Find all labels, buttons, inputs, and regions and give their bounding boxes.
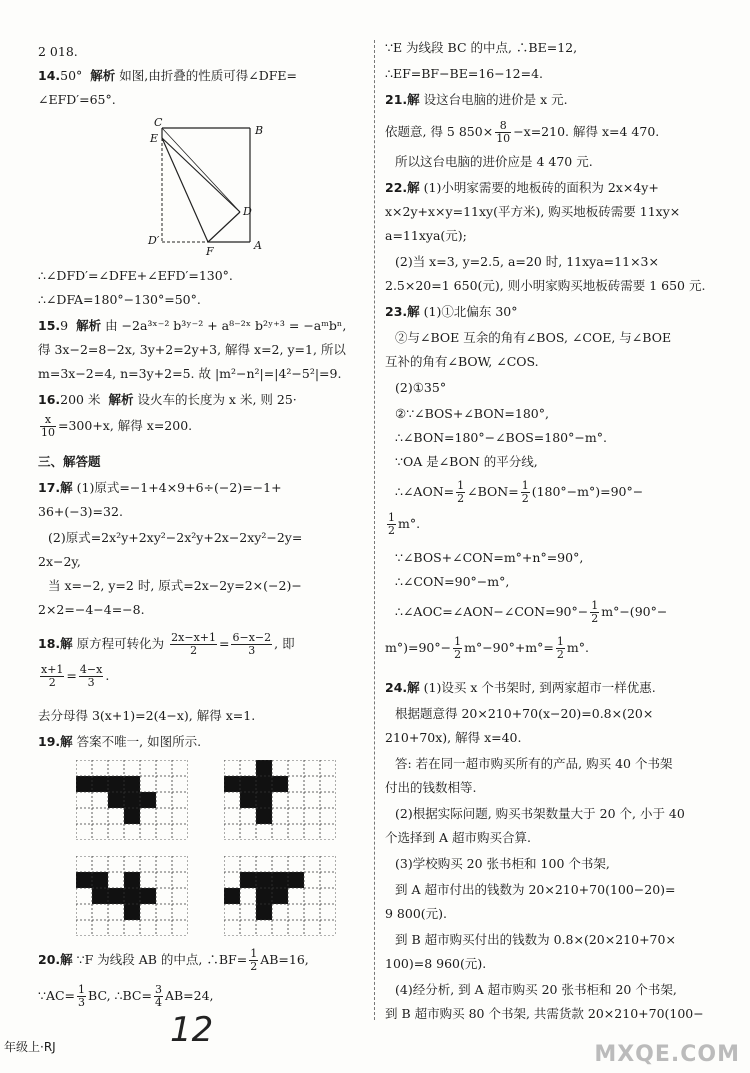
filled-cell bbox=[256, 904, 272, 920]
text-line: $\frac{x}{10}$ =300+x, 解得 x=200. bbox=[41, 413, 193, 439]
text-line: ∠EFD′=65°. bbox=[38, 92, 116, 107]
label-b: B bbox=[255, 124, 264, 137]
text-line: 付出的钱数相等. bbox=[385, 780, 477, 795]
text-line: ∵AC= $\frac{1}{3}$ BC, ∴BC= $\frac{3}{4}$ AB=24, bbox=[38, 983, 214, 1009]
filled-cell bbox=[240, 792, 256, 808]
text-line: ∵E 为线段 BC 的中点, ∴BE=12, bbox=[385, 40, 578, 55]
filled-cell bbox=[124, 808, 140, 824]
text-line: 根据题意得 20×210+70(x−20)=0.8×(20× bbox=[395, 706, 654, 721]
filled-cell bbox=[224, 776, 240, 792]
text-line: $\frac{x+1}{2}$ = $\frac{4-x}{3}$ . bbox=[41, 663, 110, 689]
filled-cell bbox=[108, 792, 124, 808]
text-line: 依题意, 得 5 850× $\frac{8}{10}$ −x=210. 解得 x=4 470. bbox=[385, 119, 660, 145]
text-line: ∴∠DFA=180°−130°=50°. bbox=[38, 292, 201, 307]
label-e: E bbox=[150, 132, 159, 145]
text-line: ②与∠BOE 互余的角有∠BOS, ∠COE, 与∠BOE bbox=[395, 330, 672, 345]
text-line: 210+70x), 解得 x=40. bbox=[385, 730, 522, 745]
filled-cell bbox=[124, 872, 140, 888]
edge-cd bbox=[162, 128, 240, 212]
filled-cell bbox=[240, 776, 256, 792]
filled-cell bbox=[224, 888, 240, 904]
filled-cell bbox=[272, 776, 288, 792]
tile-grid-4 bbox=[224, 856, 336, 936]
tile-grid-1 bbox=[76, 760, 188, 840]
text-line: (4)经分析, 到 A 超市购买 20 张书柜和 20 个书架, bbox=[395, 982, 677, 997]
filled-cell bbox=[124, 792, 140, 808]
text-line: 2×2=−4−4=−8. bbox=[38, 602, 145, 617]
text-line: ∴∠CON=90°−m°, bbox=[395, 574, 510, 589]
text-line: ∴∠AON= $\frac{1}{2}$ ∠BON= $\frac{1}{2}$ (180°−m°)=90°− bbox=[395, 479, 644, 505]
text-line: 得 3x−2=8−2x, 3y+2=2y+3, 解得 x=2, y=1, 所以 bbox=[38, 342, 346, 357]
filled-cell bbox=[76, 776, 92, 792]
problem-23: 23.解 (1)①北偏东 30° bbox=[385, 304, 518, 319]
problem-14: 14.50° 解析 如图,由折叠的性质可得∠DFE= bbox=[38, 68, 298, 83]
filled-cell bbox=[272, 872, 288, 888]
text-line: ∵OA 是∠BON 的平分线, bbox=[395, 454, 538, 469]
filled-cell bbox=[256, 872, 272, 888]
problem-19: 19.解 答案不唯一, 如图所示. bbox=[38, 734, 202, 749]
text-line: ∴∠AOC=∠AON−∠CON=90°− $\frac{1}{2}$ m°−(90°− bbox=[395, 599, 668, 625]
filled-cell bbox=[256, 776, 272, 792]
filled-cell bbox=[140, 888, 156, 904]
problem-16: 16.200 米 解析 设火车的长度为 x 米, 则 25· bbox=[38, 392, 297, 407]
filled-cell bbox=[272, 888, 288, 904]
text-line: 36+(−3)=32. bbox=[38, 504, 123, 519]
text-line: (3)学校购买 20 张书柜和 100 个书架, bbox=[395, 856, 610, 871]
page-number: 12 bbox=[170, 1010, 214, 1050]
text-line: 9 800(元). bbox=[385, 906, 448, 921]
label-a: A bbox=[254, 239, 262, 252]
text-line: 2.5×20=1 650(元), 则小明家购买地板砖需要 1 650 元. bbox=[385, 278, 706, 293]
text-line: 2x−2y, bbox=[38, 554, 81, 569]
text-line: ∴∠DFD′=∠DFE+∠EFD′=130°. bbox=[38, 268, 233, 283]
text-line: 到 B 超市购买付出的钱数为 0.8×(20×210+70× bbox=[395, 932, 676, 947]
text-line: 当 x=−2, y=2 时, 原式=2x−2y=2×(−2)− bbox=[48, 578, 302, 593]
filled-cell bbox=[256, 792, 272, 808]
text-line: x×2y+x×y=11xy(平方米), 购买地板砖需要 11xy× bbox=[385, 204, 681, 219]
text-line: a=11xya(元); bbox=[385, 228, 467, 243]
filled-cell bbox=[124, 776, 140, 792]
text-line: 100)=8 960(元). bbox=[385, 956, 487, 971]
filled-cell bbox=[92, 872, 108, 888]
problem-18: 18.解 原方程可转化为 $\frac{2x-x+1}{2}$ = $\frac{6-x-2}{3}$ , 即 bbox=[38, 631, 295, 657]
filled-cell bbox=[240, 872, 256, 888]
filled-cell bbox=[140, 792, 156, 808]
label-c: C bbox=[154, 116, 163, 129]
text-line: 互补的角有∠BOW, ∠COS. bbox=[385, 354, 539, 369]
text-line: ②∵∠BOS+∠BON=180°, bbox=[395, 406, 549, 421]
label-d: D bbox=[243, 205, 252, 218]
problem-17: 17.解 (1)原式=−1+4×9+6÷(−2)=−1+ bbox=[38, 480, 282, 495]
footer-grade: 年级上·RJ bbox=[4, 1040, 56, 1054]
filled-cell bbox=[256, 760, 272, 776]
filled-cell bbox=[124, 888, 140, 904]
fold-figure bbox=[150, 120, 270, 260]
problem-24: 24.解 (1)设买 x 个书架时, 到两家超市一样优惠. bbox=[385, 680, 656, 695]
problem-15: 15.9 解析 由 −2a³ˣ⁻² b³ʸ⁻² + a⁸⁻²ˣ b²ʸ⁺³ = −aᵐbⁿ, bbox=[38, 318, 347, 333]
text-line: 所以这台电脑的进价应是 4 470 元. bbox=[395, 154, 593, 169]
text-line: ∵∠BOS+∠CON=m°+n°=90°, bbox=[395, 550, 584, 565]
filled-cell bbox=[76, 872, 92, 888]
filled-cell bbox=[256, 888, 272, 904]
text-line: m=3x−2=4, n=3y+2=5. 故 |m²−n²|=|4²−5²|=9. bbox=[38, 366, 342, 381]
tile-grid-2 bbox=[224, 760, 336, 840]
filled-cell bbox=[124, 904, 140, 920]
text-line: m°)=90°− $\frac{1}{2}$ m°−90°+m°= $\frac{1}{2}$ m°. bbox=[385, 635, 589, 661]
problem-20: 20.解 ∵F 为线段 AB 的中点, ∴BF= $\frac{1}{2}$ AB=16, bbox=[38, 947, 309, 973]
text-line: 2 018. bbox=[38, 44, 78, 59]
edge-ed bbox=[162, 138, 240, 212]
text-line: 到 A 超市付出的钱数为 20×210+70(100−20)= bbox=[395, 882, 676, 897]
column-divider bbox=[374, 40, 375, 1020]
tile-grid-3 bbox=[76, 856, 188, 936]
filled-cell bbox=[92, 888, 108, 904]
text-line: 去分母得 3(x+1)=2(4−x), 解得 x=1. bbox=[38, 708, 256, 723]
problem-22: 22.解 (1)小明家需要的地板砖的面积为 2x×4y+ bbox=[385, 180, 659, 195]
edge-df bbox=[208, 212, 240, 242]
label-f: F bbox=[206, 245, 214, 258]
crease-ef bbox=[162, 138, 208, 242]
text-line: 答: 若在同一超市购买所有的产品, 购买 40 个书架 bbox=[395, 756, 673, 771]
filled-cell bbox=[256, 808, 272, 824]
text-line: (2)当 x=3, y=2.5, a=20 时, 11xya=11×3× bbox=[395, 254, 659, 269]
problem-21: 21.解 设这台电脑的进价是 x 元. bbox=[385, 92, 568, 107]
watermark: MXQE.COM bbox=[594, 1042, 740, 1067]
filled-cell bbox=[288, 872, 304, 888]
text-line: (2)①35° bbox=[395, 380, 447, 395]
filled-cell bbox=[108, 776, 124, 792]
section-heading: 三、解答题 bbox=[38, 454, 101, 469]
filled-cell bbox=[108, 888, 124, 904]
text-line: $\frac{1}{2}$ m°. bbox=[388, 511, 421, 537]
text-line: (2)原式=2x²y+2xy²−2x²y+2x−2xy²−2y= bbox=[48, 530, 303, 545]
label-dprime: D′ bbox=[148, 234, 160, 247]
filled-cell bbox=[92, 776, 108, 792]
text-line: ∴∠BON=180°−∠BOS=180°−m°. bbox=[395, 430, 607, 445]
text-line: (2)根据实际问题, 购买书架数量大于 20 个, 小于 40 bbox=[395, 806, 685, 821]
text-line: 个选择到 A 超市购买合算. bbox=[385, 830, 531, 845]
text-line: 到 B 超市购买 80 个书架, 共需货款 20×210+70(100− bbox=[385, 1006, 704, 1021]
text-line: ∴EF=BF−BE=16−12=4. bbox=[385, 66, 544, 81]
